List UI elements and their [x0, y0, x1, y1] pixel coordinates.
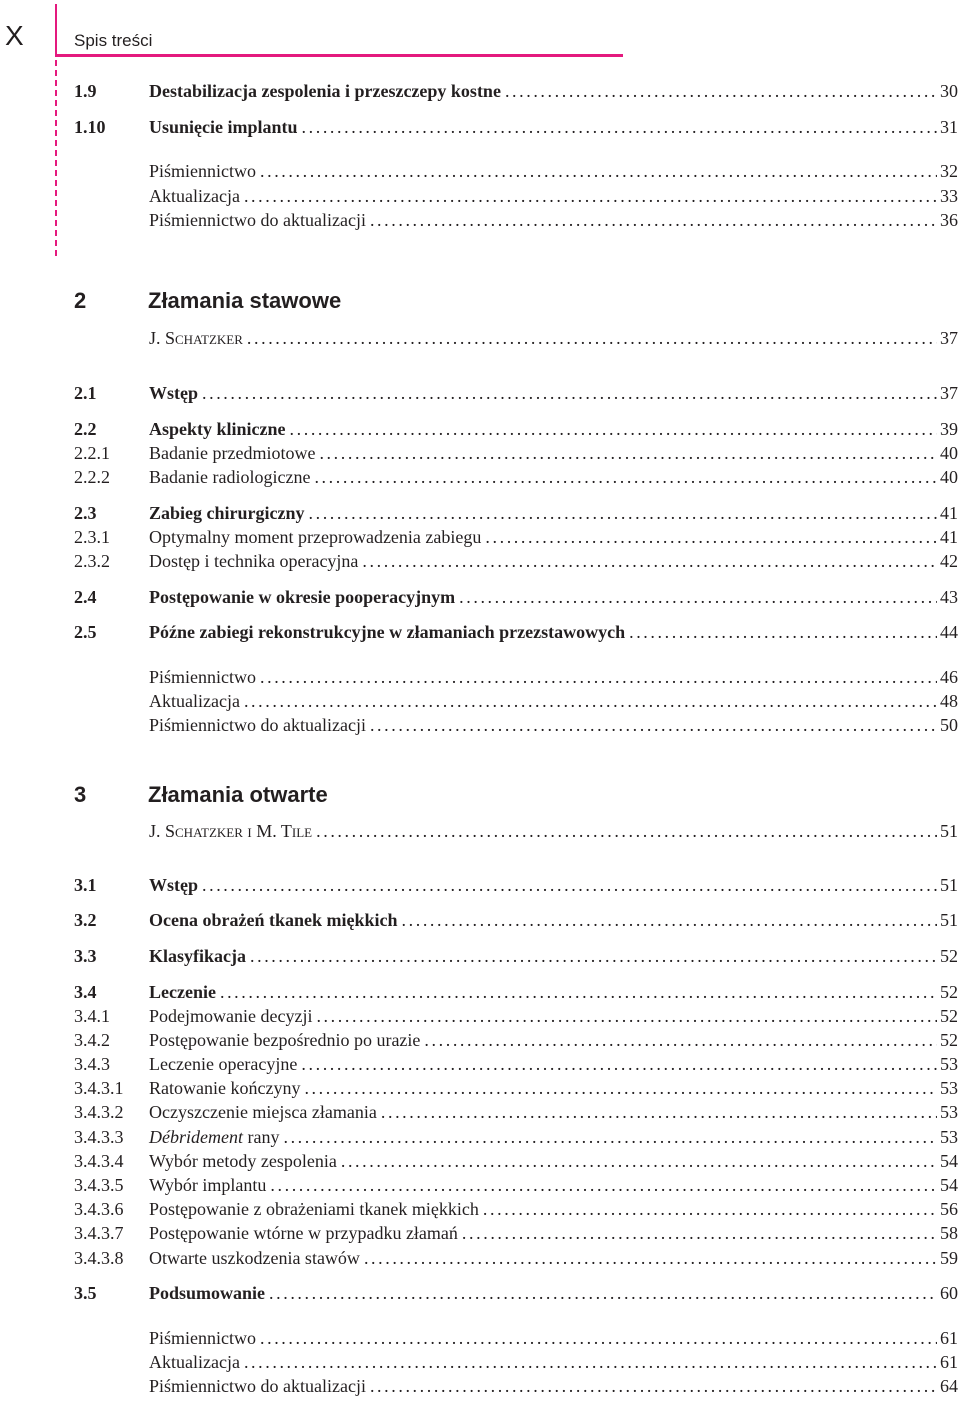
toc-entry-page: 43: [940, 587, 958, 607]
toc-entry[interactable]: [74, 1221, 958, 1245]
toc-entry-title: Otwarte uszkodzenia stawów: [149, 1248, 360, 1268]
toc-entry-page: 40: [940, 467, 958, 487]
toc-entry[interactable]: [74, 441, 958, 465]
toc-entry-title-rest: rany: [242, 1127, 280, 1147]
toc-entry-title: Postępowanie wtórne w przypadku złamań: [149, 1223, 458, 1243]
toc-entry-title: Piśmiennictwo: [149, 1328, 256, 1348]
leader-dots: [260, 665, 937, 689]
toc-entry-page: 54: [940, 1151, 958, 1171]
toc-entry-page: 41: [940, 527, 958, 547]
leader-dots: [505, 79, 937, 103]
toc-entry-page: 53: [940, 1102, 958, 1122]
toc-entry[interactable]: [74, 208, 958, 232]
toc-entry[interactable]: [74, 381, 958, 405]
toc-entry-title: Ratowanie kończyny: [149, 1078, 301, 1098]
toc-entry-page: 42: [940, 551, 958, 571]
toc-entry-title: Aktualizacja: [149, 186, 240, 206]
leader-dots: [370, 713, 937, 737]
leader-dots: [364, 1246, 937, 1270]
toc-entry-title: Podejmowanie decyzji: [149, 1006, 313, 1026]
toc-entry-title: Późne zabiegi rekonstrukcyjne w złamaniach przezstawowych: [149, 622, 626, 642]
toc-entry-number: 3.4.3.7: [74, 1223, 124, 1243]
toc-entry[interactable]: [74, 873, 958, 897]
toc-entry-title: Badanie przedmiotowe: [149, 443, 316, 463]
toc-entry-title: Piśmiennictwo: [149, 161, 256, 181]
toc-entry[interactable]: [74, 1076, 958, 1100]
toc-entry[interactable]: [74, 1052, 958, 1076]
toc-entry-number: 3.4.3.3: [74, 1127, 124, 1147]
toc-entry-number: 2.3.1: [74, 527, 110, 547]
toc-entry[interactable]: [74, 713, 958, 737]
toc-entry[interactable]: [74, 620, 958, 644]
toc-entry-number: 3.4.3.6: [74, 1199, 124, 1219]
toc-entry[interactable]: [74, 908, 958, 932]
toc-entry-page: 50: [940, 715, 958, 735]
toc-entry-number: 2.4: [74, 587, 97, 607]
toc-entry-title: Piśmiennictwo do aktualizacji: [149, 1376, 366, 1396]
toc-entry-page: 37: [940, 383, 958, 403]
header-horizontal-rule: [55, 54, 623, 57]
toc-entry-number: 1.10: [74, 117, 106, 137]
toc-entry-number: 3.4.3.4: [74, 1151, 124, 1171]
toc-entry-page: 52: [940, 982, 958, 1002]
toc-entry[interactable]: [74, 115, 958, 139]
chapter-number: 3: [74, 782, 87, 807]
toc-entry-page: 40: [940, 443, 958, 463]
leader-dots: [316, 819, 937, 843]
toc-entry[interactable]: [74, 1028, 958, 1052]
toc-entry-title: [149, 1125, 279, 1149]
toc-entry[interactable]: [74, 944, 958, 968]
toc-entry-title: Wybór metody zespolenia: [149, 1151, 337, 1171]
toc-entry-page: 52: [940, 1030, 958, 1050]
toc-entry[interactable]: [74, 549, 958, 573]
toc-entry-title: Piśmiennictwo: [149, 667, 256, 687]
toc-entry-page: 54: [940, 1175, 958, 1195]
toc-entry-title-italic: Débridement: [149, 1127, 243, 1147]
toc-entry-number: 3.4.3.5: [74, 1175, 124, 1195]
leader-dots: [260, 159, 937, 183]
toc-entry-page: 33: [940, 186, 958, 206]
toc-entry-page: 51: [940, 910, 958, 930]
toc-entry[interactable]: [74, 501, 958, 525]
leader-dots: [370, 208, 937, 232]
author-name: J. Schatzker i M. Tile: [149, 821, 313, 841]
toc-entry-number: 3.4.1: [74, 1006, 110, 1026]
toc-entry-title: Piśmiennictwo do aktualizacji: [149, 210, 366, 230]
toc-entry-number: 3.4: [74, 982, 97, 1002]
toc-entry-title: Wstęp: [149, 875, 198, 895]
leader-dots: [381, 1100, 937, 1124]
toc-entry-page: 60: [940, 1283, 958, 1303]
leader-dots: [483, 1197, 937, 1221]
toc-entry-title: Leczenie operacyjne: [149, 1054, 298, 1074]
toc-entry-title: Klasyfikacja: [149, 946, 246, 966]
leader-dots: [247, 326, 937, 350]
chapter-title: Złamania otwarte: [148, 782, 328, 807]
toc-entry-page: 61: [940, 1352, 958, 1372]
toc-entry[interactable]: [74, 980, 958, 1004]
toc-entry[interactable]: [74, 465, 958, 489]
toc-entry-page: 52: [940, 1006, 958, 1026]
toc-entry-title: Ocena obrażeń tkanek miękkich: [149, 910, 398, 930]
toc-entry-number: 2.2.2: [74, 467, 110, 487]
leader-dots: [629, 620, 937, 644]
toc-entry-title: Oczyszczenie miejsca złamania: [149, 1102, 377, 1122]
leader-dots: [244, 1350, 937, 1374]
toc-entry[interactable]: [74, 1173, 958, 1197]
leader-dots: [319, 441, 937, 465]
toc-entry-page: 51: [940, 875, 958, 895]
toc-entry[interactable]: [74, 1350, 958, 1374]
leader-dots: [485, 525, 937, 549]
toc-entry[interactable]: [74, 1125, 958, 1149]
toc-entry[interactable]: [74, 665, 958, 689]
toc-entry[interactable]: [74, 1281, 958, 1305]
toc-entry-number: 1.9: [74, 81, 97, 101]
toc-entry-number: 3.1: [74, 875, 97, 895]
toc-entry-page: 52: [940, 946, 958, 966]
toc-entry-title: Destabilizacja zespolenia i przeszczepy kostne: [149, 81, 501, 101]
toc-entry-page: 48: [940, 691, 958, 711]
toc-entry-title: Aktualizacja: [149, 691, 240, 711]
toc-entry-page: 64: [940, 1376, 958, 1396]
leader-dots: [309, 501, 938, 525]
leader-dots: [270, 1173, 937, 1197]
chapter-heading[interactable]: [74, 286, 341, 316]
toc-entry-number: 3.4.3: [74, 1054, 110, 1074]
toc-entry-title: Zabieg chirurgiczny: [149, 503, 305, 523]
toc-entry-number: 2.2.1: [74, 443, 110, 463]
toc-entry-page: 46: [940, 667, 958, 687]
toc-entry-title: Aspekty kliniczne: [149, 419, 286, 439]
toc-entry[interactable]: [74, 1100, 958, 1124]
leader-dots: [202, 873, 937, 897]
leader-dots: [269, 1281, 937, 1305]
toc-entry-page: 56: [940, 1199, 958, 1219]
leader-dots: [220, 980, 937, 1004]
toc-entry[interactable]: [74, 1149, 958, 1173]
toc-entry-page: 36: [940, 210, 958, 230]
toc-entry[interactable]: [74, 525, 958, 549]
toc-entry-number: 2.2: [74, 419, 97, 439]
toc-entry-number: 3.4.3.2: [74, 1102, 124, 1122]
toc-entry-number: 2.3: [74, 503, 97, 523]
toc-entry-page: 61: [940, 1328, 958, 1348]
leader-dots: [424, 1028, 937, 1052]
chapter-author[interactable]: [74, 326, 958, 350]
toc-entry-page: 37: [940, 328, 958, 348]
toc-entry[interactable]: [74, 1004, 958, 1028]
leader-dots: [459, 585, 937, 609]
leader-dots: [290, 417, 937, 441]
toc-entry-title: Leczenie: [149, 982, 216, 1002]
toc-entry-title: Usunięcie implantu: [149, 117, 298, 137]
leader-dots: [462, 1221, 937, 1245]
chapter-heading[interactable]: [74, 780, 328, 810]
leader-dots: [301, 1052, 937, 1076]
toc-entry-page: 53: [940, 1054, 958, 1074]
toc-entry-number: 3.5: [74, 1283, 97, 1303]
toc-entry-page: 59: [940, 1248, 958, 1268]
toc-entry-title: Wybór implantu: [149, 1175, 267, 1195]
toc-entry[interactable]: [74, 79, 958, 103]
toc-entry-page: 39: [940, 419, 958, 439]
leader-dots: [202, 381, 937, 405]
header-dashed-rule: [55, 60, 57, 256]
toc-entry-title: Badanie radiologiczne: [149, 467, 311, 487]
toc-entry-page: 53: [940, 1127, 958, 1147]
toc-entry[interactable]: [74, 184, 958, 208]
leader-dots: [302, 115, 937, 139]
toc-entry-title: Podsumowanie: [149, 1283, 266, 1303]
leader-dots: [316, 1004, 937, 1028]
chapter-author[interactable]: [74, 819, 958, 843]
toc-entry-page: 51: [940, 821, 958, 841]
toc-entry-title: Postępowanie z obrażeniami tkanek miękkich: [149, 1199, 479, 1219]
toc-entry-number: 3.4.2: [74, 1030, 110, 1050]
leader-dots: [402, 908, 937, 932]
toc-entry[interactable]: [74, 585, 958, 609]
toc-entry-page: 30: [940, 81, 958, 101]
toc-entry-page: 41: [940, 503, 958, 523]
toc-entry[interactable]: [74, 159, 958, 183]
toc-entry-title: Postępowanie bezpośrednio po urazie: [149, 1030, 421, 1050]
leader-dots: [314, 465, 937, 489]
leader-dots: [283, 1125, 937, 1149]
leader-dots: [341, 1149, 937, 1173]
page-title: Spis treści: [74, 31, 153, 50]
toc-entry[interactable]: [74, 689, 958, 713]
toc-entry-page: 44: [940, 622, 958, 642]
toc-entry[interactable]: [74, 1197, 958, 1221]
toc-entry-title: Postępowanie w okresie pooperacyjnym: [149, 587, 456, 607]
toc-entry-title: Wstęp: [149, 383, 198, 403]
chapter-number: 2: [74, 288, 87, 313]
toc-entry-page: 31: [940, 117, 958, 137]
toc-entry-number: 2.3.2: [74, 551, 110, 571]
toc-entry-number: 2.5: [74, 622, 97, 642]
leader-dots: [304, 1076, 937, 1100]
toc-entry-title: Piśmiennictwo do aktualizacji: [149, 715, 366, 735]
leader-dots: [260, 1326, 937, 1350]
toc-entry[interactable]: [74, 1246, 958, 1270]
toc-entry-page: 53: [940, 1078, 958, 1098]
toc-entry-number: 3.4.3.1: [74, 1078, 124, 1098]
toc-entry[interactable]: [74, 1374, 958, 1398]
toc-entry-page: 58: [940, 1223, 958, 1243]
toc-entry-number: 3.2: [74, 910, 97, 930]
toc-entry[interactable]: [74, 417, 958, 441]
toc-entry-number: 2.1: [74, 383, 97, 403]
page-number-label: X: [5, 20, 24, 51]
leader-dots: [244, 184, 937, 208]
chapter-title: Złamania stawowe: [148, 288, 342, 313]
leader-dots: [250, 944, 937, 968]
header-vertical-rule: [55, 4, 57, 56]
toc-entry-title: Aktualizacja: [149, 1352, 240, 1372]
toc-entry-page: 32: [940, 161, 958, 181]
leader-dots: [244, 689, 937, 713]
leader-dots: [362, 549, 937, 573]
toc-entry-number: 3.3: [74, 946, 97, 966]
toc-entry-title: Dostęp i technika operacyjna: [149, 551, 359, 571]
toc-entry[interactable]: [74, 1326, 958, 1350]
toc-entry-number: 3.4.3.8: [74, 1248, 124, 1268]
author-name: J. Schatzker: [149, 328, 243, 348]
toc-entry-title: Optymalny moment przeprowadzenia zabiegu: [149, 527, 482, 547]
leader-dots: [370, 1374, 937, 1398]
